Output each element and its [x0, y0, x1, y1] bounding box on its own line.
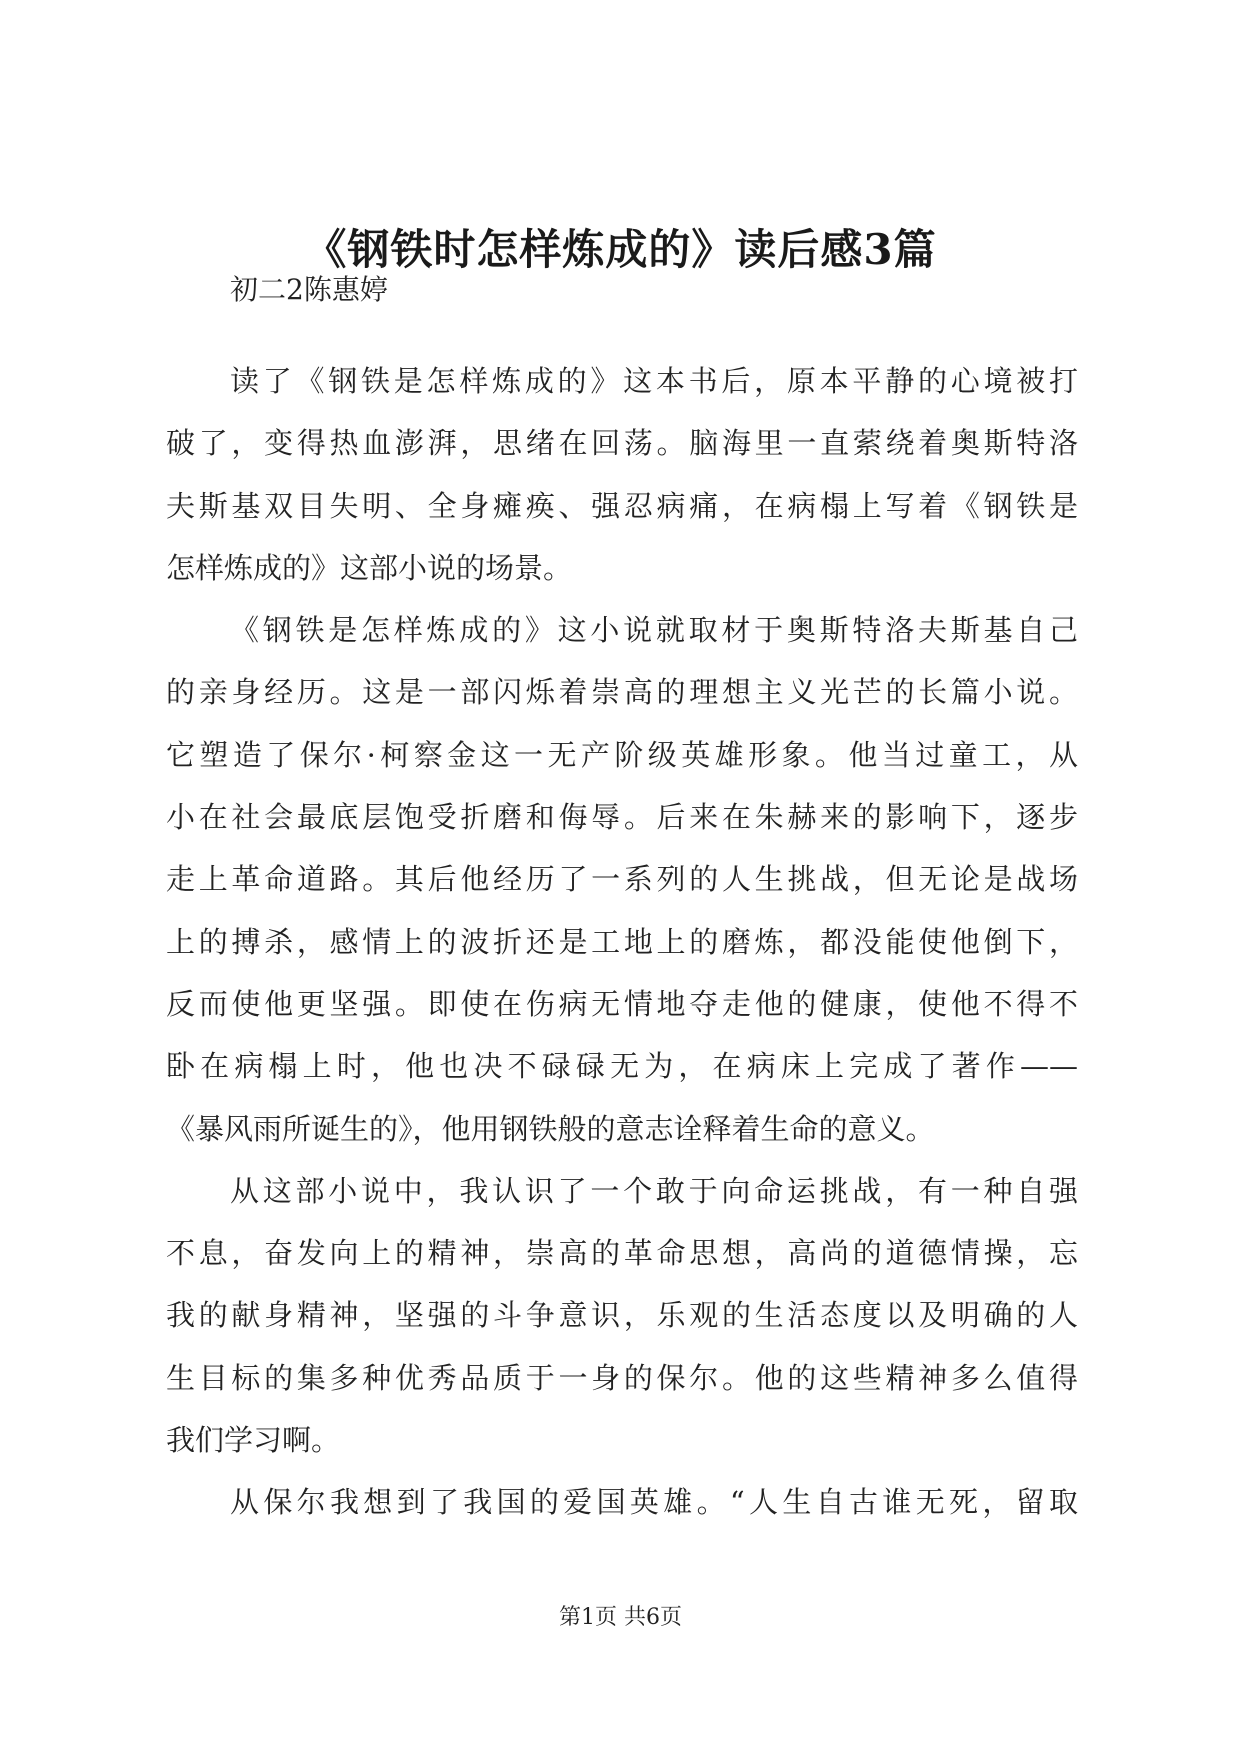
paragraph — [166, 1160, 1078, 1471]
text-line: 不息，奋发向上的精神，崇高的革命思想，高尚的道德情操，忘 — [166, 1236, 1078, 1271]
text-line: 走上革命道路。其后他经历了一系列的人生挑战，但无论是战场 — [166, 862, 1078, 897]
text-line: 卧在病榻上时，他也决不碌碌无为，在病床上完成了著作—— — [166, 1049, 1078, 1084]
text-line: 怎样炼成的》这部小说的场景。 — [166, 550, 573, 585]
text-line: 的亲身经历。这是一部闪烁着崇高的理想主义光芒的长篇小说。 — [166, 675, 1078, 710]
page-footer: 第1页 共6页 — [559, 1605, 682, 1630]
text-line: 从保尔我想到了我国的爱国英雄。“人生自古谁无死，留取 — [230, 1485, 1078, 1520]
document-body — [166, 350, 1078, 1534]
text-line: 生目标的集多种优秀品质于一身的保尔。他的这些精神多么值得 — [166, 1360, 1078, 1395]
text-line: 夫斯基双目失明、全身瘫痪、强忍病痛，在病榻上写着《钢铁是 — [166, 488, 1078, 523]
paragraph — [166, 599, 1078, 1160]
text-line: 小在社会最底层饱受折磨和侮辱。后来在朱赫来的影响下，逐步 — [166, 800, 1078, 835]
document-title: 《钢铁时怎样炼成的》读后感3篇 — [304, 225, 937, 274]
text-line: 《钢铁是怎样炼成的》这小说就取材于奥斯特洛夫斯基自己 — [230, 613, 1078, 648]
paragraph — [166, 1471, 1078, 1533]
text-line: 上的搏杀，感情上的波折还是工地上的磨炼，都没能使他倒下， — [166, 924, 1078, 959]
paragraph — [166, 350, 1078, 599]
author-line: 初二2陈惠婷 — [230, 273, 388, 306]
text-line: 《暴风雨所诞生的》，他用钢铁般的意志诠释着生命的意义。 — [166, 1111, 935, 1146]
text-line: 破了，变得热血澎湃，思绪在回荡。脑海里一直萦绕着奥斯特洛 — [166, 426, 1078, 461]
text-line: 它塑造了保尔·柯察金这一无产阶级英雄形象。他当过童工，从 — [166, 737, 1078, 772]
text-line: 反而使他更坚强。即使在伤病无情地夺走他的健康，使他不得不 — [166, 986, 1078, 1021]
text-line: 我的献身精神，坚强的斗争意识，乐观的生活态度以及明确的人 — [166, 1298, 1078, 1333]
text-line: 我们学习啊。 — [166, 1423, 341, 1458]
text-line: 从这部小说中，我认识了一个敢于向命运挑战，有一种自强 — [230, 1173, 1078, 1208]
text-line: 读了《钢铁是怎样炼成的》这本书后，原本平静的心境被打 — [230, 364, 1078, 398]
